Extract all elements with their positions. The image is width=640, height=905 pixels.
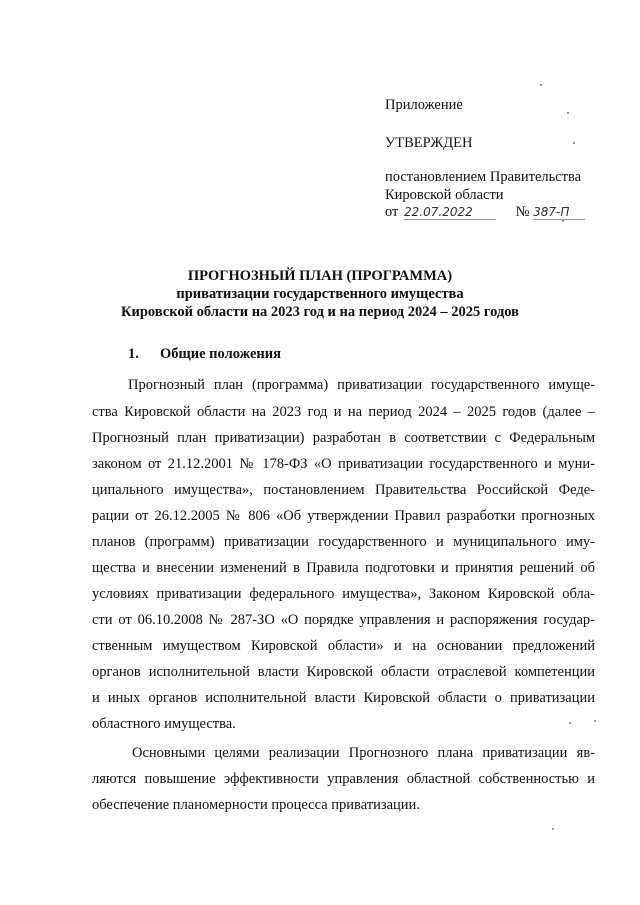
scan-speck [569,722,571,724]
decree-date-line [385,204,585,221]
scan-speck [562,220,564,222]
section-number: 1. [128,346,139,362]
document-subtitle-line-2: Кировской области на 2023 год и на период 2024 – 2025 годов [120,304,520,320]
paragraph-line: ства Кировской области на 2023 год и на период 2024 – 2025 годов (далее – [92,404,595,420]
paragraph-line: органов исполнительной власти Кировской области отраслевой компетенции [92,664,595,680]
paragraph-line: ципального имущества», постановлением Правительства Российской Феде- [92,482,595,498]
paragraph-line: обеспечение планомерности процесса приватизации. [92,797,420,813]
paragraph-line: ляются повышение эффективности управления областной собственностью и [92,771,595,787]
paragraph-line: законом от 21.12.2001 № 178-ФЗ «О приватизации государственного и муни- [92,456,595,472]
scan-speck [573,142,575,144]
paragraph-line: Основными целями реализации Прогнозного плана приватизации яв- [132,745,595,761]
paragraph-line: Прогнозный план (программа) приватизации государственного имуще- [128,377,595,393]
paragraph-line: и иных органов исполнительной власти Кировской области о приватизации [92,690,595,706]
scan-speck [567,112,569,114]
paragraph-line: Прогнозный план приватизации) разработан в соответствии с Федеральным [92,430,595,446]
paragraph-line: сти от 06.10.2008 № 287-ЗО «О порядке управления и распоряжения государ- [92,612,595,628]
scan-speck [552,828,554,830]
paragraph-line: областного имущества. [92,716,236,732]
from-prefix: от [385,204,399,220]
scan-speck [594,720,596,722]
handwritten-date: 22.07.2022 [404,205,496,220]
decree-line-1: постановлением Правительства [385,169,582,185]
appendix-label: Приложение [385,97,463,113]
paragraph-line: ственным имуществом Кировской области» и на основании предложений [92,638,595,654]
scan-speck [540,84,542,86]
handwritten-number: 387-П [533,205,585,220]
paragraph-line: рации от 26.12.2005 № 806 «Об утверждении Правил разработки прогнозных [92,508,595,524]
number-prefix: № [515,204,530,220]
section-heading: Общие положения [160,346,281,362]
document-title: ПРОГНОЗНЫЙ ПЛАН (ПРОГРАММА) [187,268,453,284]
paragraph-line: щества и внесении изменений в Правила подготовки и принятия решений об [92,560,595,576]
decree-line-2: Кировской области [385,187,504,203]
paragraph-line: условиях приватизации федерального имущества», Законом Кировской обла- [92,586,595,602]
document-subtitle-line-1: приватизации государственного имущества [176,286,464,302]
approved-label: УТВЕРЖДЕН [385,135,473,151]
paragraph-line: планов (программ) приватизации государственного и муниципального иму- [92,534,595,550]
